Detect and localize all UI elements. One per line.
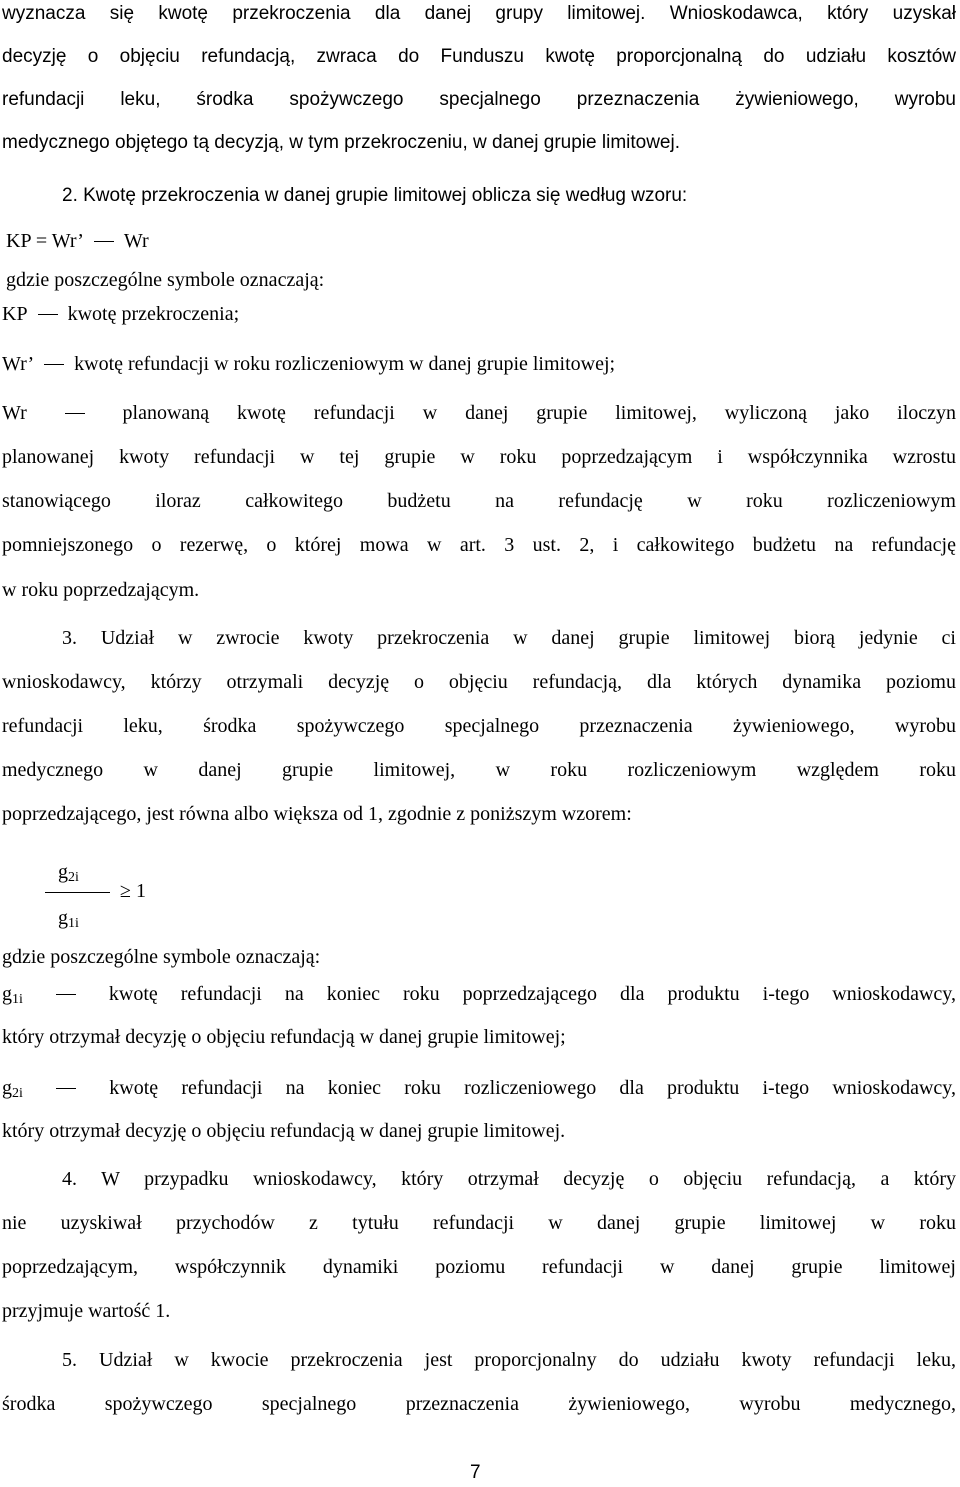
- p3-line-3: refundacji leku, środka spożywczego specjalnego przeznaczenia żywieniowego, wyrobu: [2, 715, 956, 737]
- symbol-wr-line-4: pomniejszonego o rezerwę, o której mowa w art. 3 ust. 2, i całkowitego budżetu na refundację: [2, 534, 956, 556]
- p4-line-2: nie uzyskiwał przychodów z tytułu refundacji w danej grupie limitowej w roku: [2, 1212, 956, 1234]
- symbols-intro-1: gdzie poszczególne symbole oznaczają:: [6, 269, 325, 291]
- page-number: 7: [470, 1462, 481, 1483]
- p1-line-1: wyznacza się kwotę przekroczenia dla danej grupy limitowej. Wnioskodawca, który uzyskał: [2, 3, 956, 24]
- symbol-g1i-definition-line-1: kwotę refundacji na koniec roku poprzedzającego dla produktu i-tego wnioskodawcy,: [108, 983, 956, 1005]
- p3-line-2: wnioskodawcy, którzy otrzymali decyzję o objęciu refundacją, dla których dynamika poziomu: [2, 671, 956, 693]
- symbol-g2i-definition-line-1: kwotę refundacji na koniec roku rozliczeniowego dla produktu i-tego wnioskodawcy,: [109, 1077, 957, 1099]
- formula-kp: [6, 229, 149, 253]
- symbol-kp-name: KP: [2, 303, 28, 325]
- symbol-kp-definition: kwotę przekroczenia;: [67, 303, 240, 325]
- fraction-bar: [45, 892, 110, 893]
- symbol-g2i-line-2: który otrzymał decyzję o objęciu refundacją w danej grupie limitowej.: [2, 1120, 566, 1142]
- symbols-intro-2: gdzie poszczególne symbole oznaczają:: [2, 946, 321, 968]
- symbol-g2i: [2, 1076, 956, 1100]
- g2i-subscript: 2i: [12, 1086, 23, 1101]
- symbol-wr-line-2: planowanej kwoty refundacji w tej grupie w roku poprzedzającym i współczynnika wzrostu: [2, 446, 956, 468]
- symbol-wr-definition-line-1: planowaną kwotę refundacji w danej grupie limitowej, wyliczoną jako iloczyn: [122, 402, 957, 424]
- g2i-base: g: [2, 1077, 12, 1099]
- p5-line-2: środka spożywczego specjalnego przeznaczenia żywieniowego, wyrobu medycznego,: [2, 1393, 956, 1415]
- fraction-numerator: [58, 860, 79, 884]
- numerator-base: g: [58, 861, 68, 883]
- formula-kp-left: KP = Wr’: [6, 230, 84, 252]
- symbol-wr-prime-definition: kwotę refundacji w roku rozliczeniowym w danej grupie limitowej;: [74, 353, 616, 375]
- dash: [38, 314, 58, 315]
- p4-line-3: poprzedzającym, współczynnik dynamiki poziomu refundacji w danej grupie limitowej: [2, 1256, 956, 1278]
- denominator-base: g: [58, 907, 68, 929]
- p3-line-5: poprzedzającego, jest równa albo większa od 1, zgodnie z poniższym wzorem:: [2, 803, 632, 825]
- p5-line-1: 5. Udział w kwocie przekroczenia jest proporcjonalny do udziału kwoty refundacji leku,: [62, 1349, 956, 1371]
- p4-line-1: 4. W przypadku wnioskodawcy, który otrzymał decyzję o objęciu refundacją, a który: [62, 1168, 956, 1190]
- dash: [56, 1088, 76, 1089]
- symbol-wr-line-5: w roku poprzedzającym.: [2, 579, 200, 601]
- p2-line-1: 2. Kwotę przekroczenia w danej grupie limitowej oblicza się według wzoru:: [62, 185, 688, 206]
- g1i-base: g: [2, 983, 12, 1005]
- numerator-subscript: 2i: [68, 870, 79, 885]
- p1-line-3: refundacji leku, środka spożywczego specjalnego przeznaczenia żywieniowego, wyrobu: [2, 89, 956, 110]
- minus-sign: [94, 241, 114, 242]
- symbol-g1i-line-2: który otrzymał decyzję o objęciu refundacją w danej grupie limitowej;: [2, 1026, 566, 1048]
- p1-line-4: medycznego objętego tą decyzją, w tym przekroczeniu, w danej grupie limitowej.: [2, 132, 680, 153]
- dash: [56, 994, 76, 995]
- dash: [44, 364, 64, 365]
- dash: [65, 413, 85, 414]
- p4-line-4: przyjmuje wartość 1.: [2, 1300, 171, 1322]
- symbol-wr-line-3: stanowiącego iloraz całkowitego budżetu na refundację w roku rozliczeniowym: [2, 490, 956, 512]
- symbol-g2i-name: [2, 1077, 23, 1099]
- symbol-g1i: [2, 982, 956, 1006]
- fraction-relation: ≥ 1: [120, 880, 146, 902]
- g1i-subscript: 1i: [12, 992, 23, 1007]
- p1-line-2: decyzję o objęciu refundacją, zwraca do Funduszu kwotę proporcjonalną do udziału kosztów: [2, 46, 956, 67]
- symbol-wr-prime-name: Wr’: [2, 353, 35, 375]
- fraction-denominator: [58, 906, 79, 930]
- symbol-wr-prime: [2, 352, 615, 376]
- symbol-wr: [2, 401, 956, 425]
- symbol-kp: [2, 302, 239, 326]
- p3-line-4: medycznego w danej grupie limitowej, w roku rozliczeniowym względem roku: [2, 759, 956, 781]
- symbol-g1i-name: [2, 983, 23, 1005]
- p3-line-1: 3. Udział w zwrocie kwoty przekroczenia w danej grupie limitowej biorą jedynie ci: [62, 627, 956, 649]
- denominator-subscript: 1i: [68, 916, 79, 931]
- formula-kp-right: Wr: [123, 230, 149, 252]
- symbol-wr-name: Wr: [2, 402, 27, 424]
